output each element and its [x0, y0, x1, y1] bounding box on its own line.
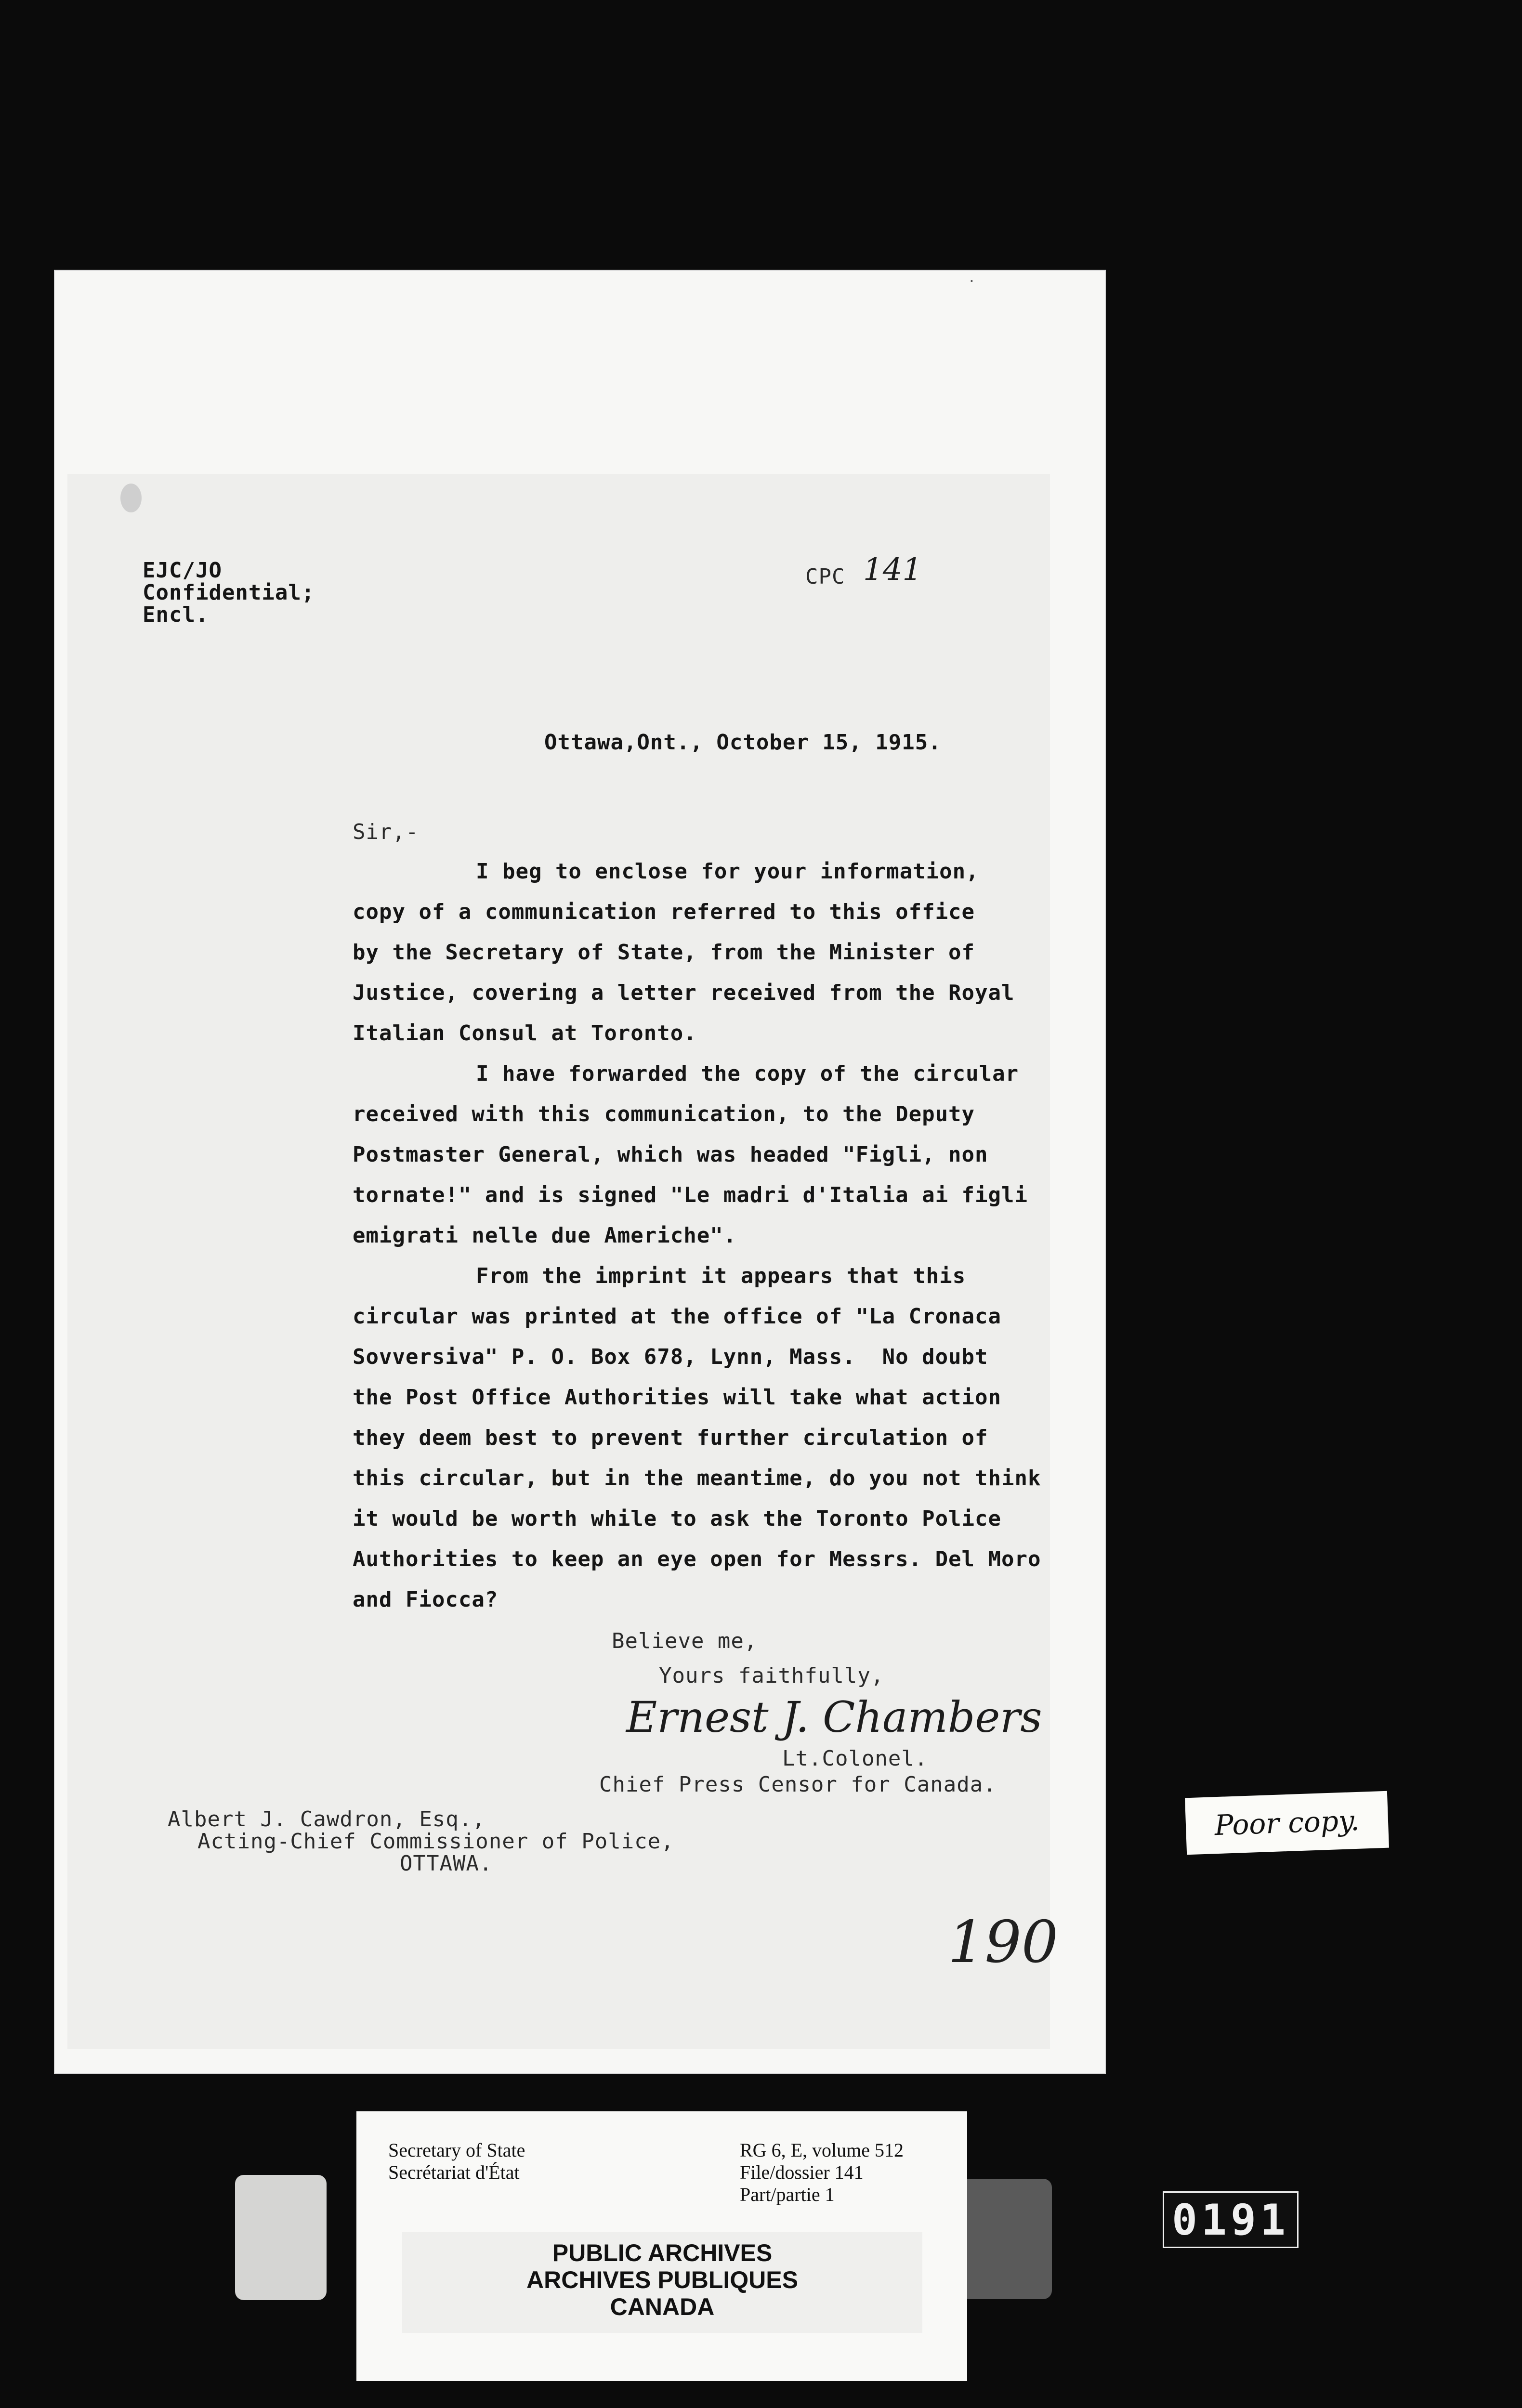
body-line: the Post Office Authorities will take what action — [353, 1385, 1002, 1410]
file-number: 141 — [863, 552, 922, 588]
body-line: this circular, but in the meantime, do you not think — [353, 1466, 1041, 1491]
body-line: From the imprint it appears that this — [476, 1264, 966, 1288]
body-line: tornate!" and is signed "Le madri d'Italia ai figli — [353, 1183, 1028, 1207]
body-line: Justice, covering a letter received from the Royal — [353, 981, 1015, 1005]
archive-ref: RG 6, E, volume 512 — [740, 2139, 904, 2161]
header-line-2: Confidential; — [143, 580, 315, 605]
dept-fr: Secrétariat d'État — [388, 2161, 520, 2183]
corner-mark: · — [969, 272, 974, 291]
closing-1: Believe me, — [612, 1629, 758, 1653]
closing-2: Yours faithfully, — [659, 1663, 884, 1688]
file-ref: CPC — [805, 564, 845, 589]
signer-title: Chief Press Censor for Canada. — [599, 1772, 997, 1797]
poor-copy-note: Poor copy. — [1185, 1791, 1389, 1855]
banner-line-2: ARCHIVES PUBLIQUES — [526, 2266, 798, 2293]
signer-rank: Lt.Colonel. — [782, 1746, 928, 1771]
banner-line-3: CANADA — [610, 2293, 715, 2320]
archive-part: Part/partie 1 — [740, 2184, 835, 2205]
body-line: it would be worth while to ask the Toronto Police — [353, 1506, 1002, 1531]
body-line: Postmaster General, which was headed "Figli, non — [353, 1142, 988, 1167]
body-line: by the Secretary of State, from the Minister of — [353, 940, 975, 965]
archive-banner — [402, 2232, 922, 2333]
header-line-1: EJC/JO — [143, 558, 222, 583]
letter-sheet — [67, 474, 1059, 2049]
tape-right — [960, 2179, 1052, 2299]
body-line: I beg to enclose for your information, — [476, 859, 979, 884]
body-line: and Fiocca? — [353, 1587, 499, 1612]
body-line: I have forwarded the copy of the circular — [476, 1061, 1019, 1086]
recipient-line-1: Albert J. Cawdron, Esq., — [168, 1807, 485, 1832]
banner-line-1: PUBLIC ARCHIVES — [552, 2239, 773, 2266]
signature: Ernest J. Chambers — [626, 1692, 1042, 1742]
body-line: copy of a communication referred to this office — [353, 900, 975, 924]
body-line: received with this communication, to the Deputy — [353, 1102, 975, 1126]
dept-en: Secretary of State — [388, 2139, 525, 2161]
body-line: emigrati nelle due Americhe". — [353, 1223, 737, 1248]
body-line: Authorities to keep an eye open for Messrs. Del Moro — [353, 1547, 1041, 1571]
salutation: Sir,- — [353, 820, 419, 844]
tape-left — [235, 2175, 327, 2300]
date-line: Ottawa,Ont., October 15, 1915. — [544, 730, 942, 755]
archive-file: File/dossier 141 — [740, 2161, 864, 2183]
body-line: Sovversiva" P. O. Box 678, Lynn, Mass. No doubt — [353, 1345, 988, 1369]
header-line-3: Encl. — [143, 602, 209, 627]
stain — [120, 484, 142, 512]
handwritten-number: 190 — [948, 1909, 1059, 1976]
frame-counter: 0191 — [1163, 2191, 1299, 2248]
recipient-line-2: Acting-Chief Commissioner of Police, — [197, 1829, 674, 1854]
recipient-line-3: OTTAWA. — [400, 1851, 493, 1876]
archive-label — [356, 2111, 967, 2381]
body-line: Italian Consul at Toronto. — [353, 1021, 697, 1046]
body-line: circular was printed at the office of "La Cronaca — [353, 1304, 1002, 1329]
body-line: they deem best to prevent further circulation of — [353, 1426, 988, 1450]
